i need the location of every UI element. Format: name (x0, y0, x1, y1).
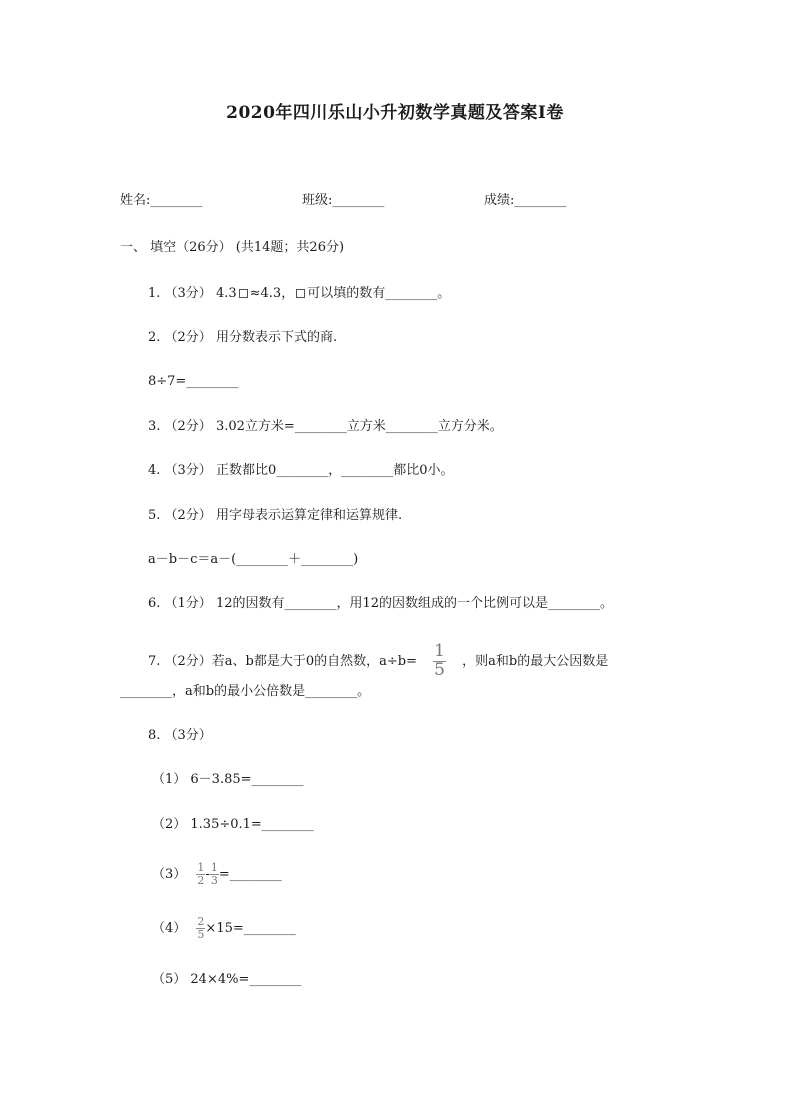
fraction-one-third: $\frac{1}{3}$ (210, 861, 218, 887)
question-8-part-1: （1） 6－3.85=________ (152, 772, 304, 787)
question-8-part-3: （3） $\frac{1}{2}$ - $\frac{1}{3}$ =________ (152, 861, 282, 887)
fraction-one-half: $\frac{1}{2}$ (197, 861, 205, 887)
question-6: 6. （1分） 12的因数有________，用12的因数组成的一个比例可以是________。 (148, 596, 614, 611)
score-field: 成绩:________ (484, 193, 567, 208)
question-4: 4. （3分） 正数都比0________，________都比0小。 (148, 463, 454, 478)
q1-part-b: ≈4.3， (249, 286, 295, 301)
question-7 (148, 636, 608, 688)
question-7-line2: ________，a和b的最小公倍数是________。 (120, 684, 371, 699)
blank-box-icon (239, 289, 248, 298)
blank-box-icon (296, 289, 305, 298)
q7-part-b: ，则a和b的最大公因数是 (462, 654, 609, 669)
question-5: 5. （2分） 用字母表示运算定律和运算规律. (148, 508, 403, 523)
question-2: 2. （2分） 用分数表示下式的商. (148, 330, 338, 345)
section-heading: 一、 填空（26分） (共14题；共26分) (120, 240, 345, 255)
fraction-two-fifths: $\frac{2}{5}$ (197, 915, 205, 941)
page-title: 2020年四川乐山小升初数学真题及答案Ⅰ卷 (226, 103, 564, 123)
question-8: 8. （3分） (148, 728, 212, 743)
question-8-part-5: （5） 24×4%=________ (152, 972, 302, 987)
q1-part-c: 可以填的数有________。 (307, 286, 451, 301)
question-2-expression: 8÷7=________ (148, 374, 239, 389)
question-5-expression: a－b－c＝a－(________＋________) (148, 552, 359, 567)
question-8-part-2: （2） 1.35÷0.1=________ (152, 817, 314, 832)
question-3: 3. （2分） 3.02立方米=________立方米________立方分米。 (148, 419, 503, 434)
name-field: 姓名:________ (120, 193, 203, 208)
q7-part-a: 7. （2分）若a、b都是大于0的自然数，a÷b= (148, 654, 418, 669)
fraction-one-fifth: $\frac{1}{5}$ (434, 641, 445, 680)
question-8-part-4: （4） $\frac{2}{5}$ ×15=________ (152, 915, 296, 941)
class-field: 班级:________ (302, 193, 385, 208)
question-1 (148, 286, 450, 302)
q1-part-a: 1. （3分） 4.3 (148, 286, 237, 301)
